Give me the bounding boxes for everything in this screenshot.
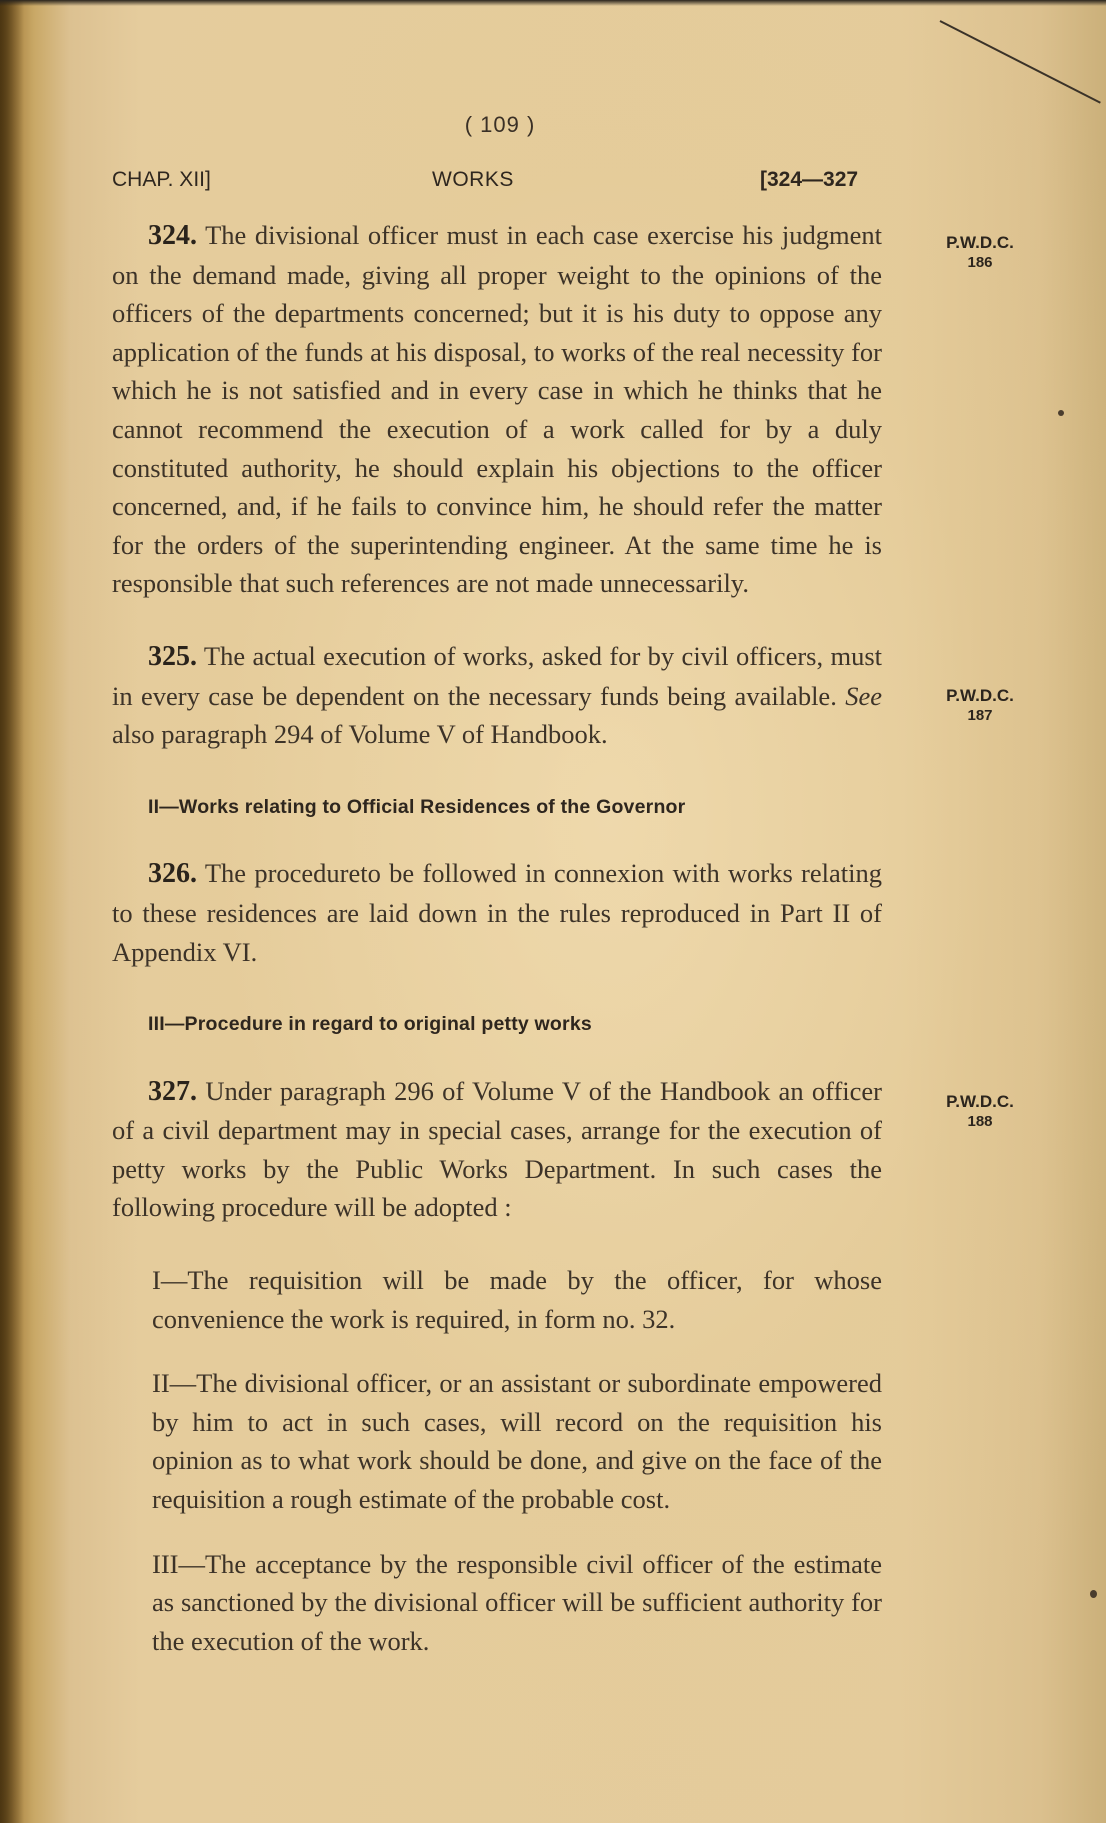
margin-ref-label: P.W.D.C. (946, 1092, 1014, 1111)
page-number: ( 109 ) (464, 112, 536, 137)
chapter-label: CHAP. XII] (112, 168, 211, 191)
paragraph-324 (112, 216, 882, 603)
paragraph-text: Under paragraph 296 of Volume V of the Handbook an officer of a civil department may in special cases, arrange for the execution of petty works by the Public Works Department. In such cases the following procedure will be adopted : (112, 1075, 883, 1223)
corner-fold-line (940, 20, 1101, 104)
page-top-edge (0, 0, 1106, 6)
margin-reference-186 (930, 233, 1030, 273)
page-body (112, 216, 882, 1686)
margin-ref-number: 187 (967, 707, 993, 724)
margin-reference-187 (930, 686, 1030, 726)
section-title: WORKS (432, 168, 514, 191)
paper-speck (1058, 410, 1064, 416)
margin-ref-label: P.W.D.C. (946, 233, 1014, 252)
paragraph-text: also paragraph 294 of Volume V of Handbook. (112, 719, 608, 750)
paragraph-number: 324. (148, 220, 197, 251)
paragraph-italic-text: See (845, 680, 883, 711)
paragraph-number: 325. (148, 640, 197, 672)
paragraph-text: The divisional officer must in each case exercise his judgment on the demand made, giving all proper weight to the opinions of the officers of the departments concerned; but it is his duty to oppose any application of the funds at his disposal, to works of the real necessity for which he is not satisfied and in every case in which he thinks that he cannot recommend the execution of a work called for by a duly constituted authority, he should explain his objections to the officer concerned, and, if he fails to convince him, he should refer the matter for the orders of the superintending engineer. At the same time he is responsible that such references are not made unnecessarily. (112, 220, 882, 599)
section-heading-official-residences: II—Works relating to Official Residences of the Governor (148, 795, 686, 818)
paragraph-text: The actual execution of works, asked for by civil officers, must in every case be dependent on the necessary funds being available. (112, 640, 883, 711)
sub-item-1: I—The requisition will be made by the officer, for whose convenience the work is required, in form no. 32. (152, 1265, 882, 1334)
section-heading-petty-works: III—Procedure in regard to original petty works (148, 1013, 592, 1036)
sub-item-2: II—The divisional officer, or an assistant or subordinate empowered by him to act in such cases, will record on the requisition his opinion as to what work should be done, and give on the face of the requisition a rough estimate of the probable cost. (152, 1368, 882, 1515)
paragraph-327 (112, 1072, 882, 1227)
paragraph-number: 326. (148, 858, 197, 890)
margin-reference-188 (930, 1092, 1030, 1132)
book-spine-shadow (0, 0, 24, 1823)
sub-item-3: III—The acceptance by the responsible civil officer of the estimate as sanctioned by the divisional officer will be sufficient authority for the execution of the work. (152, 1548, 882, 1656)
paragraph-326 (112, 854, 882, 971)
paper-speck (1090, 1590, 1097, 1598)
margin-ref-label: P.W.D.C. (946, 686, 1014, 705)
margin-ref-number: 188 (967, 1113, 993, 1130)
margin-ref-number: 186 (967, 254, 993, 271)
paragraph-number: 327. (148, 1075, 197, 1107)
paragraph-range: [324—327 (760, 168, 859, 191)
paragraph-325 (112, 637, 882, 754)
paragraph-text: The procedureto be followed in connexion with works relating to these residences are laid down in the rules reproduced in Part II of Appendix VI. (112, 858, 882, 967)
